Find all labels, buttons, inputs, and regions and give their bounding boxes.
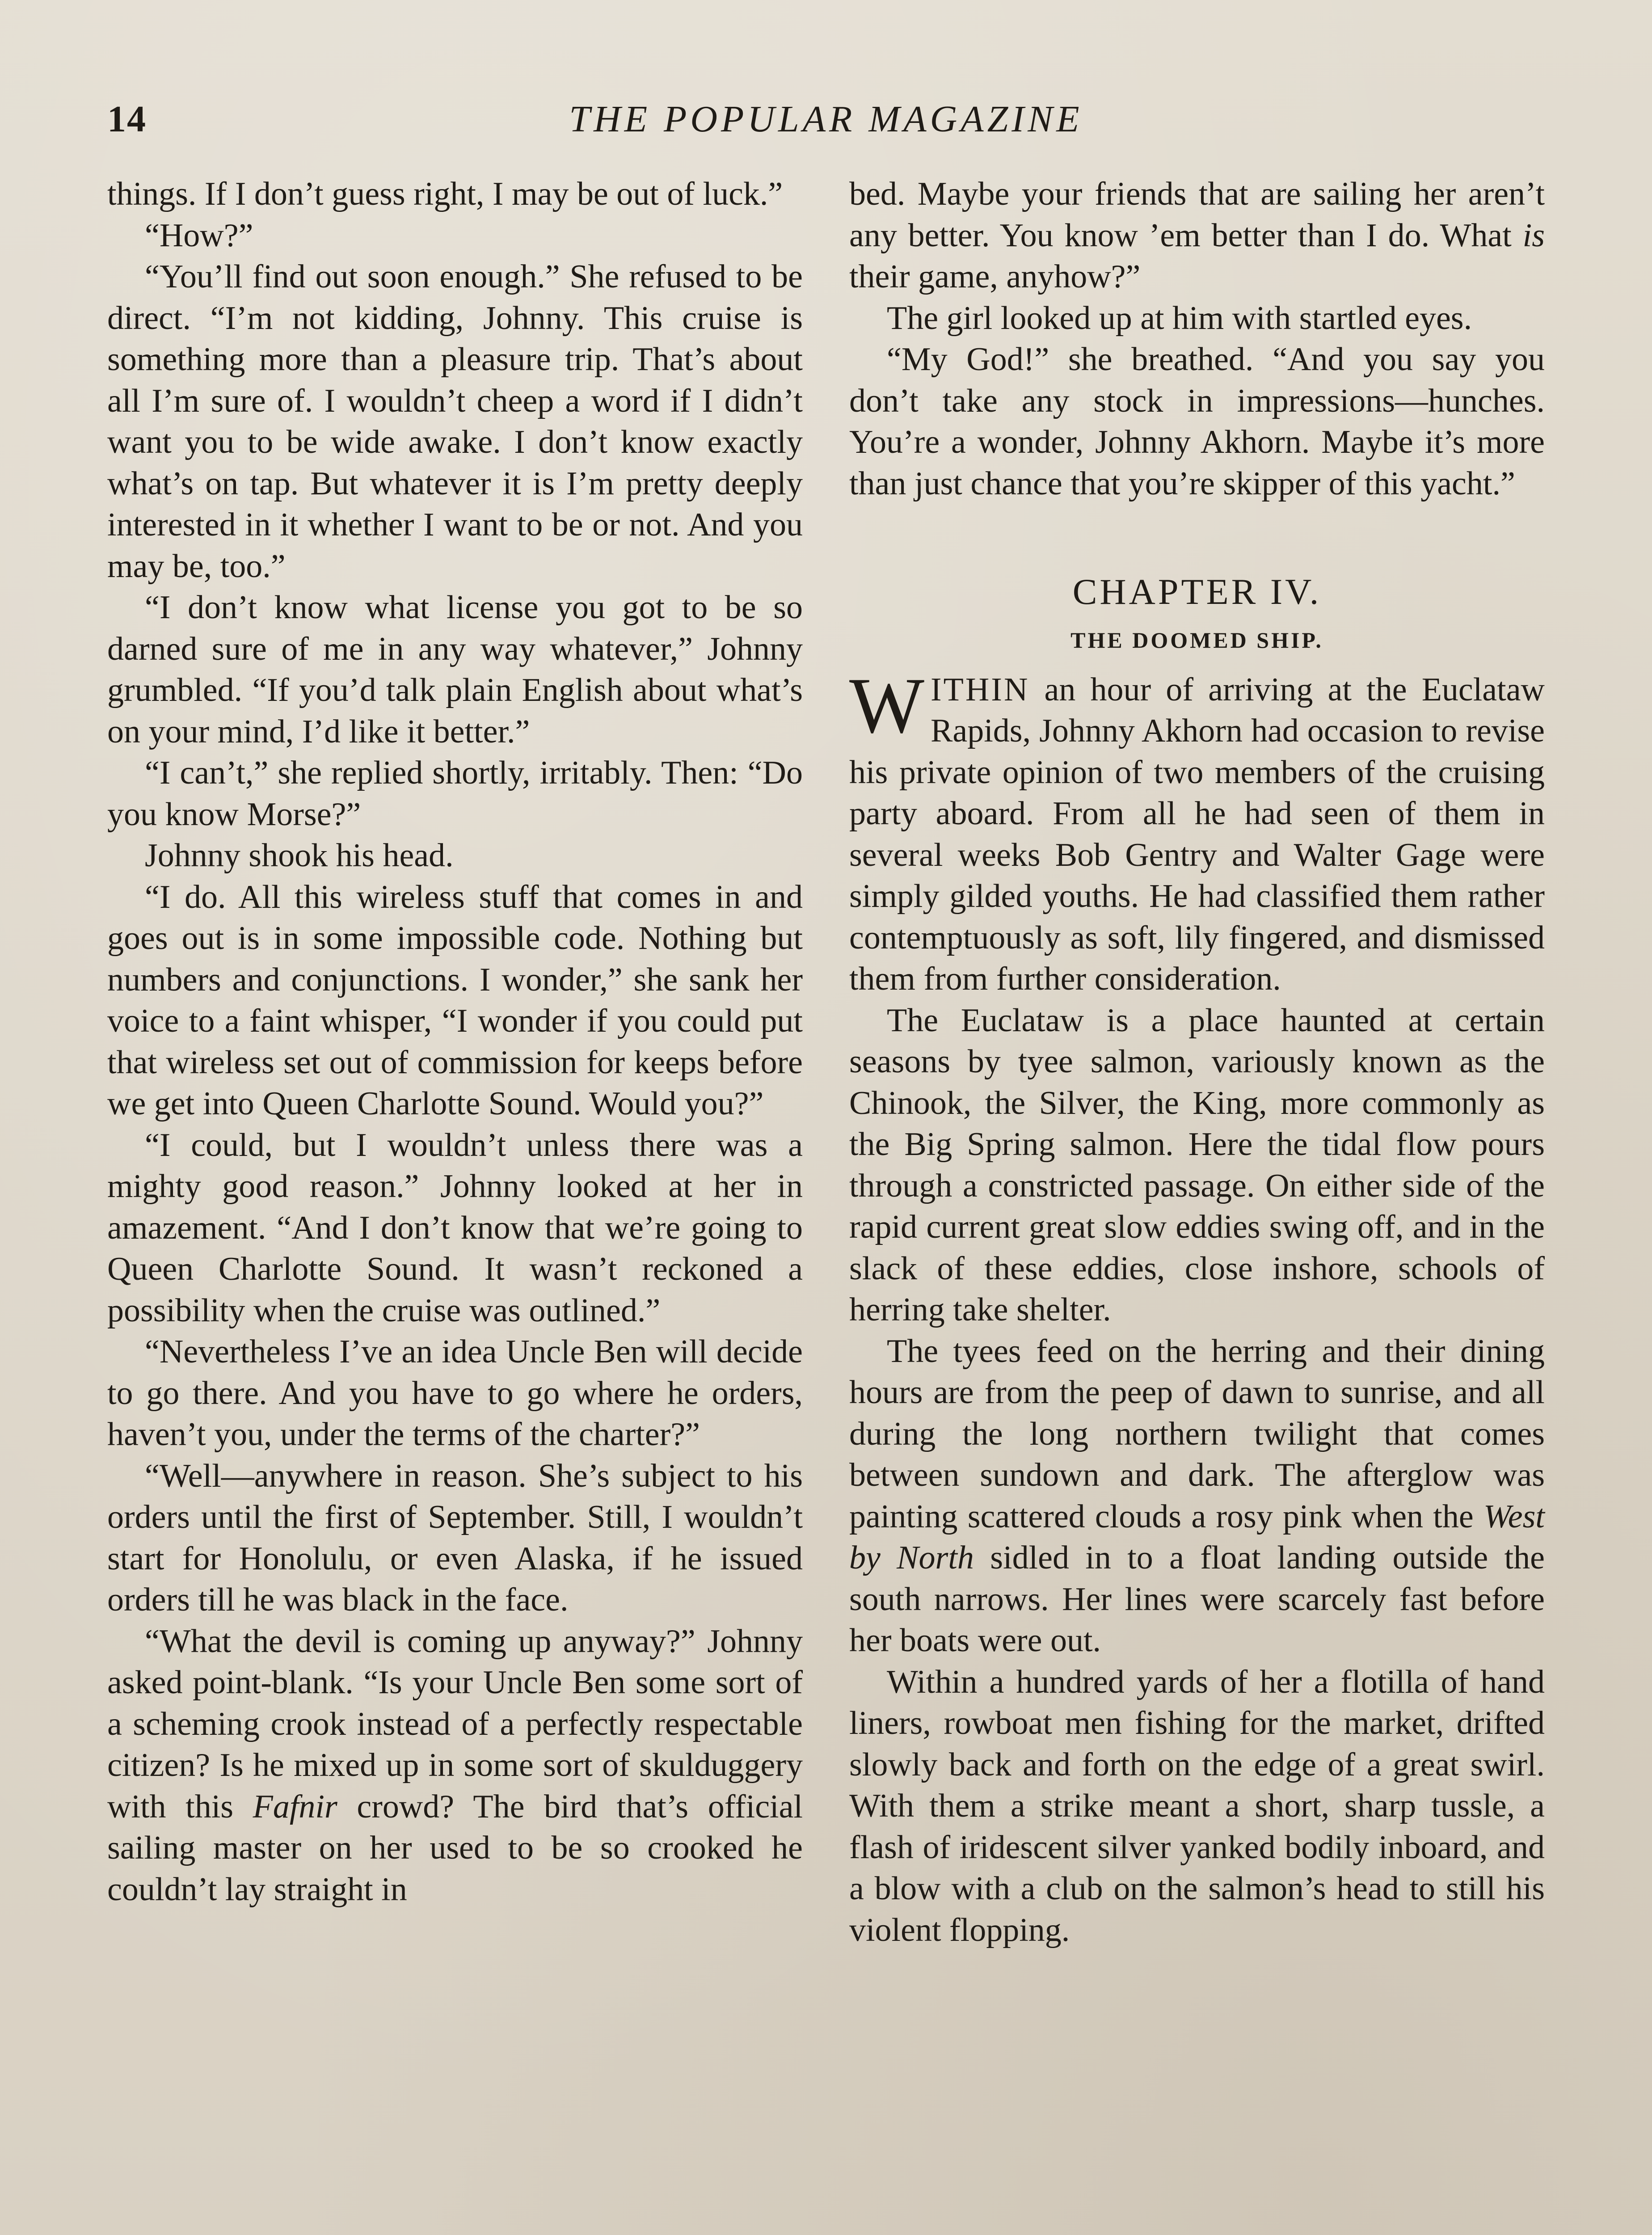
paragraph <box>107 1621 803 1910</box>
paragraph <box>849 339 1545 504</box>
paragraph <box>849 1331 1545 1661</box>
paragraph-text: “My God!” she breathed. “And you say you don’t take any stock in impressions—hunches. You’re a wonder, Johnny Akhorn. Maybe it’s more than just chance that you’re skipper of this yacht.” <box>849 341 1545 502</box>
paragraph-text: their game, anyhow?” <box>849 258 1141 295</box>
chapter-heading: CHAPTER IV. <box>1072 571 1322 612</box>
ship-name: Fafnir <box>253 1788 337 1825</box>
paragraph-text: The Euclataw is a place haunted at certain seasons by tyee salmon, variously known as the Chinook, the Silver, the King, more commonly as the Big Spring salmon. Here the tidal flow pours through a constricted passage. On either side of the rapid current great slow eddies swing off, and in the slack of these eddies, close inshore, schools of herring take shelter. <box>849 1002 1545 1328</box>
chapter-opening-paragraph <box>849 661 1545 1000</box>
ship-name: West by North <box>849 1498 1545 1576</box>
paragraph-text: bed. Maybe your friends that are sailing her aren’t any better. You know ’em better than I do. What <box>849 176 1545 254</box>
page-number: 14 <box>107 98 147 140</box>
paragraph-text: “What the devil is coming up anyway?” Johnny asked point-blank. “Is your Uncle Ben some sort of a scheming crook instead of a perfectly respectable citizen? Is he mixed up in some sort of skulduggery with this <box>107 1623 803 1825</box>
paragraph: “Nevertheless I’ve an idea Uncle Ben will decide to go there. And you have to go where he orders, haven’t you, under the terms of the charter?” <box>107 1333 803 1453</box>
paragraph-text: an hour of arriving at the Euclataw Rapids, Johnny Akhorn had occasion to revise his private opinion of two members of the cruising party aboard. From all he had seen of them in several weeks Bob Gentry and Walter Gage were simply gilded youths. He had classified them rather contemptuously as soft, lily fingered, and dismissed them from further consideration. <box>849 671 1545 997</box>
paragraph <box>849 298 1545 339</box>
paragraph-text: crowd? The bird that’s official sailing master on her used to be so crooked he couldn’t lay straight in <box>107 1788 803 1908</box>
paragraph-text: The tyees feed on the herring and their dining hours are from the peep of dawn to sunrise, and all during the long northern twilight that comes between sundown and dark. The afterglow was painting scattered clouds a rosy pink when the <box>849 1333 1545 1535</box>
paragraph: “How?” <box>145 217 253 254</box>
small-caps-lead: ITHIN <box>931 671 1030 708</box>
paragraph: “You’ll find out soon enough.” She refused to be direct. “I’m not kidding, Johnny. This cruise is something more than a pleasure trip. That’s about all I’m sure of. I wouldn’t cheep a word if I didn’t want you to be wide awake. I don’t know exactly what’s on tap. But whatever it is I’m pretty deeply interested in it whether I want to be or not. And you may be, too.” <box>107 258 803 585</box>
paragraph-text: Within a hundred yards of her a flotilla of hand liners, rowboat men fishing for the market, drifted slowly back and forth on the edge of a great swirl. With them a strike meant a short, sharp tussle, a flash of iridescent silver yanked bodily inboard, and a blow with a club on the salmon’s head to still his violent flopping. <box>849 1663 1545 1948</box>
left-column <box>107 173 803 1910</box>
right-column <box>849 173 1545 1951</box>
paragraph: “I could, but I wouldn’t unless there was a mighty good reason.” Johnny looked at her in amazement. “And I don’t know that we’re going to Queen Charlotte Sound. It wasn’t reckoned a possibility when the cruise was outlined.” <box>107 1126 803 1329</box>
paragraph: Johnny shook his head. <box>145 837 454 874</box>
drop-cap: W <box>849 661 925 750</box>
paragraph: “I can’t,” she replied shortly, irritably. Then: “Do you know Morse?” <box>107 755 803 833</box>
paragraph: “I don’t know what license you got to be so darned sure of me in any way whatever,” Johnny grumbled. “If you’d talk plain English about what’s on your mind, I’d like it better.” <box>107 589 803 750</box>
paragraph <box>849 173 1545 298</box>
paragraph: “Well—anywhere in reason. She’s subject to his orders until the first of September. Still, I wouldn’t start for Honolulu, or even Alaska, if he issued orders till he was black in the face. <box>107 1457 803 1618</box>
paragraph-text: The girl looked up at him with startled eyes. <box>887 299 1472 337</box>
running-title: THE POPULAR MAGAZINE <box>569 98 1083 140</box>
paragraph <box>849 1000 1545 1331</box>
paragraph: “I do. All this wireless stuff that comes in and goes out is in some impossible code. Nothing but numbers and conjunctions. I wonder,” she sank her voice to a faint whisper, “I wonder if you could put that wireless set out of commission for keeps before we get into Queen Charlotte Sound. Would you?” <box>107 878 803 1122</box>
chapter-title: THE DOOMED SHIP. <box>1070 627 1323 653</box>
paragraph-text: sidled in to a float landing outside the south narrows. Her lines were scarcely fast before her boats were out. <box>849 1539 1545 1659</box>
paragraph: things. If I don’t guess right, I may be out of luck.” <box>107 176 783 212</box>
paragraph <box>849 1661 1545 1951</box>
emphasis: is <box>1522 217 1545 254</box>
